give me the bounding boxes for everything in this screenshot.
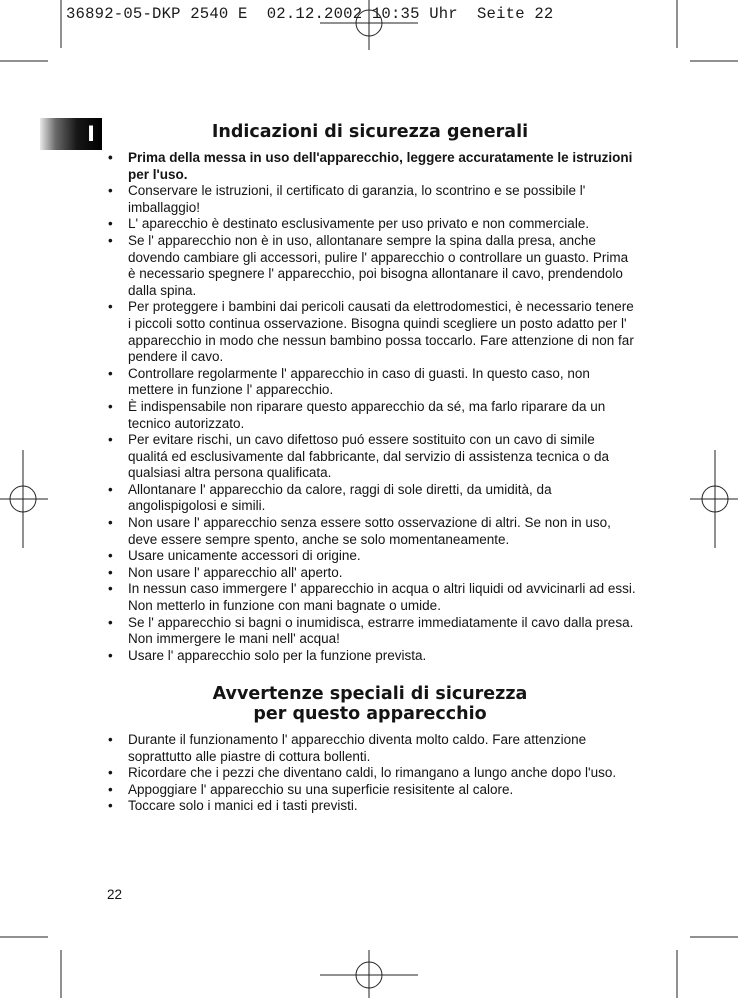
list-item: • È indispensabile non riparare questo apparecchio da sé, ma farlo riparare da un tecnico autorizzato. <box>108 399 636 432</box>
list-item: • Non usare l' apparecchio all' aperto. <box>108 565 636 582</box>
list-item: • Conservare le istruzioni, il certificato di garanzia, lo scontrino e se possibile l' imballaggio! <box>108 183 636 216</box>
list-item: • Ricordare che i pezzi che diventano caldi, lo rimangano a lungo anche dopo l'uso. <box>108 765 636 782</box>
list-item: • Appoggiare l' apparecchio su una superficie resisitente al calore. <box>108 782 636 799</box>
list-item: • Usare unicamente accessori di origine. <box>108 548 636 565</box>
language-tab-label: I <box>87 122 95 146</box>
section-title-special-safety <box>110 684 630 724</box>
list-item: • Allontanare l' apparecchio da calore, raggi di sole diretti, da umidità, da angolispigolosi e simili. <box>108 482 636 515</box>
list-item: • Se l' apparecchio si bagni o inumidisca, estrarre immediatamente il cavo dalla presa. Non immergere le mani nell' acqua! <box>108 615 636 648</box>
list-item: • Non usare l' apparecchio senza essere sotto osservazione di altri. Se non in uso, deve essere sempre spento, anche se solo momentaneamente. <box>108 515 636 548</box>
language-tab <box>40 118 102 150</box>
general-safety-list <box>108 150 636 664</box>
print-slug-header: 36892-05-DKP 2540 E 02.12.2002 10:35 Uhr Seite 22 <box>66 5 554 23</box>
list-item: • In nessun caso immergere l' apparecchio in acqua o altri liquidi od avvicinarli ad essi. Non metterlo in funzione con mani bagnate o umide. <box>108 581 636 614</box>
registration-mark-bottom <box>320 950 418 998</box>
list-item: • Toccare solo i manici ed i tasti previsti. <box>108 798 636 815</box>
section-title-special-line2: per questo apparecchio <box>253 704 487 724</box>
list-item: • Per evitare rischi, un cavo difettoso puó essere sostituito con un cavo di simile qualitá ed esclusivamente dal fabbricante, dal servizio di assistenza tecnica o da qualsiasi altra persona qualificata. <box>108 432 636 482</box>
page-number: 22 <box>107 887 123 902</box>
registration-mark-right <box>690 450 738 548</box>
section-title-general-safety <box>110 122 630 142</box>
list-item: • Usare l' apparecchio solo per la funzione prevista. <box>108 648 636 665</box>
registration-mark-top <box>320 0 418 50</box>
section-title-general-text: Indicazioni di sicurezza generali <box>211 122 529 142</box>
list-item: • Controllare regolarmente l' apparecchio in caso di guasti. In questo caso, non mettere in funzione l' apparecchio. <box>108 366 636 399</box>
registration-mark-left <box>0 450 48 548</box>
special-safety-list <box>108 732 636 815</box>
list-item: • L' aparecchio è destinato esclusivamente per uso privato e non commerciale. <box>108 216 636 233</box>
list-item: • Prima della messa in uso dell'apparecchio, leggere accuratamente le istruzioni per l'uso. <box>108 150 636 183</box>
list-item: • Se l' apparecchio non è in uso, allontanare sempre la spina dalla presa, anche dovendo cambiare gli accessori, pulire l' apparecchio o controllare un guasto. Prima è necessario spegnere l' apparecchio, poi bisogna allontanare il cavo, prendendolo dalla spina. <box>108 233 636 299</box>
section-title-special-line1: Avvertenze speciali di sicurezza <box>212 684 528 704</box>
list-item: • Durante il funzionamento l' apparecchio diventa molto caldo. Fare attenzione soprattutto alle piastre di cottura bollenti. <box>108 732 636 765</box>
list-item: • Per proteggere i bambini dai pericoli causati da elettrodomestici, è necessario tenere i piccoli sotto continua osservazione. Bisogna quindi scegliere un posto adatto per l' apparecchio in modo che nessun bambino possa toccarlo. Fare attenzione di non far pendere il cavo. <box>108 299 636 365</box>
